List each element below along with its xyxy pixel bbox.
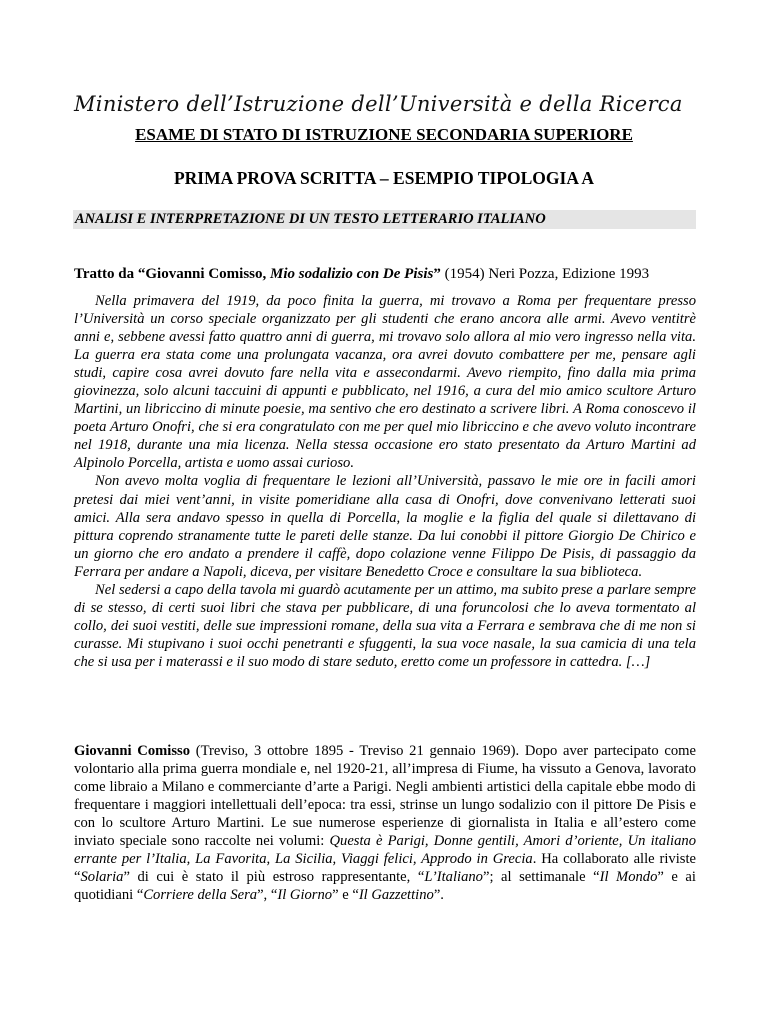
passage — [74, 292, 696, 671]
source-work-title: Mio sodalizio con De Pisis — [270, 266, 434, 282]
prova-title: PRIMA PROVA SCRITTA – ESEMPIO TIPOLOGIA A — [173, 168, 595, 188]
bio-text: . Ha collaborato alle riviste “ — [74, 851, 696, 886]
source-details: (1954) Neri Pozza, Edizione 1993 — [440, 266, 650, 282]
passage-paragraph: Non avevo molta voglia di frequentare le lezioni all’Università, passavo le mie ore in facili amori pretesi dai miei vent’anni, in visite pomeridiane alla casa di Onofri, dove convenivano letterati suoi amici. Alla sera andavo spesso in quella di Porcella, la moglie e la figlia del quale si dilettavano di pittura coprendo stranamente tutte le pareti delle stanze. Da lui conobbi il pittore Giorgio De Chirico e un giorno che ero andato a prendere il caffè, dopo colazione venne Filippo De Pisis, di passaggio da Ferrara per andare a Napoli, diceva, per visitare Benedetto Croce e consultare la sua biblioteca. — [74, 473, 696, 580]
passage-paragraph: Nella primavera del 1919, da poco finita la guerra, mi trovavo a Roma per frequentare presso l’Università un corso speciale organizzato per gli studenti che erano ancora alle armi. Avevo ventitrè anni e, sebbene avessi fatto quattro anni di guerra, mi trovavo solo allora al mio vero ingresso nella vita. La guerra era stata come una prolungata vacanza, ora avrei dovuto combattere per me, pensare agli studi, capire cosa avrei dovuto fare nella vita e assecondarmi. Avevo riempito, fino dalla mia prima giovinezza, solo alcuni taccuini di appunti e pubblicato, nel 1916, a cura del mio amico scultore Arturo Martini, un libriccino di minute poesie, ma sentivo che ero destinato a scrivere libri. A Roma conoscevo il poeta Arturo Onofri, che si era congratulato con me per quel mio libriccino e che avevo voluto incontrare nel 1918, durante una mia licenza. Nella stessa occasione ero stato presentato da Arturo Martini ad Alpinolo Porcella, artista e uomo assai curioso. — [74, 293, 696, 472]
bio-volumes: Questa è Parigi, Donne gentili, Amori d’oriente, Un italiano errante per l’Italia, La Favorita, La Sicilia, Viaggi felici, Approdo in Grecia — [74, 833, 696, 868]
passage-paragraph: Nel sedersi a capo della tavola mi guardò acutamente per un attimo, ma subito prese a parlare sempre di se stesso, di certi suoi libri che stava per pubblicare, di una foruncolosi che lo aveva tormentato al collo, dei suoi vestiti, delle sue impressioni romane, della sua vita a Ferrara e sembrava che di me non si curasse. Mi stupivano i suoi occhi penetranti e sfuggenti, la sua voce nasale, la sua camicia di una tela che si usa per i materassi e il suo modo di stare seduto, eretto come un professore in cattedra. […] — [74, 581, 696, 670]
author-biography — [74, 742, 696, 904]
bio-text: ” di cui è stato il più estroso rappresentante, “ — [123, 869, 425, 886]
bio-text: ”, “ — [257, 887, 278, 904]
bio-text: (Treviso, 3 ottobre 1895 - Treviso 21 gennaio 1969). Dopo aver partecipato come volontario alla prima guerra mondiale e, nel 1920-21, all’impresa di Fiume, ha vissuto a Genova, lavorato come libraio a Milano e commerciante d’arte a Parigi. Negli ambienti artistici della capitale ebbe modo di frequentare i maggiori intellettuali dell’epoca: tra essi, strinse un lungo sodalizio con il pittore De Pisis e con lo scultore Arturo Martini. Le sue numerose esperienze di giornalista in Italia e all’estero come inviato speciale sono raccolte nei volumi: — [74, 743, 696, 850]
source-closing-quote: ” — [433, 266, 441, 282]
exam-title — [0, 125, 768, 145]
source-citation — [74, 266, 714, 283]
bio-giorno: Il Giorno — [277, 887, 333, 904]
author-name: Giovanni Comisso — [74, 743, 191, 759]
source-prefix: Tratto da “Giovanni Comisso, — [74, 266, 270, 282]
exam-title-text: ESAME DI STATO DI ISTRUZIONE SECONDARIA SUPERIORE — [135, 125, 633, 144]
bio-text: ” e ai quotidiani “ — [74, 869, 696, 904]
bio-gazzettino: Il Gazzettino — [358, 887, 434, 904]
bio-italiano: L’Italiano — [424, 869, 483, 886]
bio-text: ”; al settimanale “ — [482, 869, 600, 886]
section-title: ANALISI E INTERPRETAZIONE DI UN TESTO LETTERARIO ITALIANO — [73, 210, 696, 229]
ministry-heading: Ministero dell’Istruzione dell’Università e della Ricerca — [74, 92, 683, 116]
bio-mondo: Il Mondo — [599, 869, 658, 886]
bio-text: ” e “ — [332, 887, 359, 904]
bio-corriere: Corriere della Sera — [143, 887, 258, 904]
bio-solaria: Solaria — [80, 869, 124, 886]
bio-text: ”. — [433, 887, 444, 904]
